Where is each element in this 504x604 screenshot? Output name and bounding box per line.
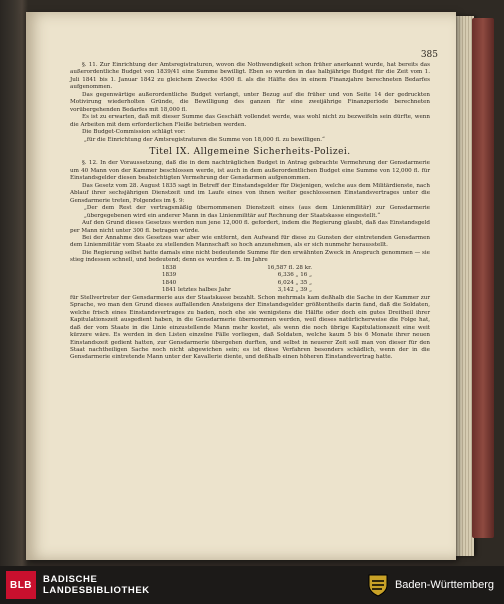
- amount-cell: 3,142 „ 39 „: [277, 287, 312, 294]
- year-cell: 1838: [162, 264, 177, 271]
- bookmark-ribbon: [472, 18, 494, 538]
- blb-branding[interactable]: [6, 571, 150, 599]
- lion-crest-icon: [367, 573, 389, 597]
- year-cell: 1840: [162, 279, 177, 286]
- page-text: [70, 62, 430, 362]
- blb-name-line1: BADISCHE: [43, 574, 98, 585]
- table-row: [162, 280, 312, 288]
- page-number: 385: [420, 50, 438, 60]
- bw-label: Baden-Württemberg: [394, 579, 494, 591]
- quote: „für die Einrichtung der Amtsregistraturen die Summe von 18,000 fl. zu bewilligen.“: [84, 136, 325, 143]
- paragraph: Bei der Annahme des Gesetzes war aber wie entfernt, den Aufwand für diese zu Gunsten der eintretenden Gensdarmen dem Linienmilitär vom Staate zu stellenden Mannschaft so hoch anzunehmen, als er sich nunmehr herausstellt.: [70, 234, 430, 249]
- amount-cell: 16,587 fl. 28 kr.: [267, 264, 312, 271]
- bw-branding[interactable]: [367, 573, 494, 597]
- quote: „Der dem Rest der vertragsmäßig übernommenen Dienstzeit eines (aus dem Linienmilitär) zur Gensdarmerie „übergegebenen wird ein anderer Mann in das Linienmilitär auf Rechnung der Staatskasse eingestellt.“: [84, 205, 430, 219]
- paragraph: §. 11. Zur Einrichtung der Amtsregistraturen, wovon die Nothwendigkeit schon früher anerkannt wurde, hat bereits das außerordentliche Budget von 1839/41 eine Summe bewilligt. Eben so wurden in das halbjährige Budget für die Zeit vom 1. Juli 1841 bis 1. Januar 1842 zu gleichem Zwecke 4500 fl. als die Hälfte des in einem Finanzjahre berechneten Bedarfes aufgenommen.: [70, 62, 430, 91]
- table-row: [162, 287, 312, 295]
- year-cell: 1841 letztes halbes Jahr: [162, 287, 231, 294]
- blb-logo: BLB: [6, 571, 36, 599]
- paragraph: Die Budget-Commission schlägt vor:: [82, 129, 186, 136]
- table-row: [162, 265, 312, 273]
- paragraph: für Stellvertreter der Gensdarmerie aus der Staatskasse bezahlt. Schon mehrmals kam deßhalb die Sache in der Kammer zur Sprache, wo man den Grund dieses auffallenden Ansteigens der Einstandsgelder größtentheils darin fand, daß die Soldaten, welche frisch eines Einstandsvertrages zu baden, noch ehe sie wenigstens die Hälfte oder doch ein gutes Dreitheil ihrer Kapitulationszeit ausgedient haben, in die Gensdarmerie übernommen werden, weil dieses natürlicherweise die Folge hat, daß der vom Staate in die Linie einzustellende Mann mehr kostet, als wenn die noch übrige Kapitulationszeit eine weit kürzere wäre. Es werden in den Listen einzelne Fälle vorliegen, daß Soldaten, welche kaum 5 bis 6 Monate ihrer neuen Einstandszeit gedient hatten, zur Gensdarmerie übergehen durften, und selbst in neuerer Zeit soll man von dieser für den Staat nachtheiligen Sache noch nicht abgewichen sein; es ist diese Verfahren besonders schädlich, wenn der in die Gensdarmerie eintretende Mann unter der Kavallerie diente, und deßhalb einen höheren Einstandsvertrag hatte.: [70, 294, 430, 361]
- section-title: Titel IX. Allgemeine Sicherheits-Polizei.: [149, 146, 351, 157]
- footer-bar: [0, 566, 504, 604]
- amount-cell: 6,024 „ 35 „: [277, 279, 312, 286]
- amount-cell: 6,336 „ 16 „: [277, 272, 312, 279]
- paragraph: Es ist zu erwarten, daß mit dieser Summe das Geschäft vollendet werde, was wohl nicht zu bezweifeln sein dürfte, wenn die Arbeiten mit dem erforderlichen Fleiße betrieben werden.: [70, 114, 430, 128]
- blb-name-line2: LANDESBIBLIOTHEK: [43, 585, 150, 596]
- paragraph: Auf den Grund dieses Gesetzes werden nun jene 12,000 fl. gefordert, indem die Regierung glaubt, daß das Einstandsgeld per Mann nicht unter 300 fl. betragen würde.: [70, 220, 430, 234]
- paragraph: Die Regierung selbst hatte damals eine nicht bedeutende Summe für den erwähnten Zweck in Anspruch genommen — sie stieg indessen schnell, und bedeutend; denn es wurden z. B. im Jahre: [70, 249, 430, 264]
- paragraph: §. 12. In der Voraussetzung, daß die in dem nachträglichen Budget in Antrag gebrachte Vermehrung der Gensdarmerie um 40 Mann von der Kammer beschlossen werde, ist auch in dem außerordentlichen Budget eine Summe von 12,000 fl. für Einstandsgelder diesen beabsichtigten Vermehrung der Gensdarmen aufgenommen.: [70, 160, 430, 182]
- paragraph: Das gegenwärtige außerordentliche Budget verlangt, unter Bezug auf die früher und von Seite 14 der gedruckten Motivirung wiederholten Gründe, die Bewilligung des ganzen für eine zweijährige Finanzperiode berechneten vorübergehenden Bedarfes mit 18,000 fl.: [70, 91, 430, 113]
- year-cell: 1839: [162, 272, 177, 279]
- blb-name: [43, 574, 150, 596]
- distribution-table: [162, 265, 312, 295]
- table-row: [162, 272, 312, 280]
- paragraph: Das Gesetz vom 28. August 1835 sagt in Betreff der Einstandsgelder für Diejenigen, welche aus dem Militärdienste, nach Ablauf ihrer sechsjährigen Dienstzeit und im Laufe eines von ihnen weiter geschlossenen Einstandsvertrages unter die Gensdarmerie treten, Folgendes im §. 9:: [70, 182, 430, 204]
